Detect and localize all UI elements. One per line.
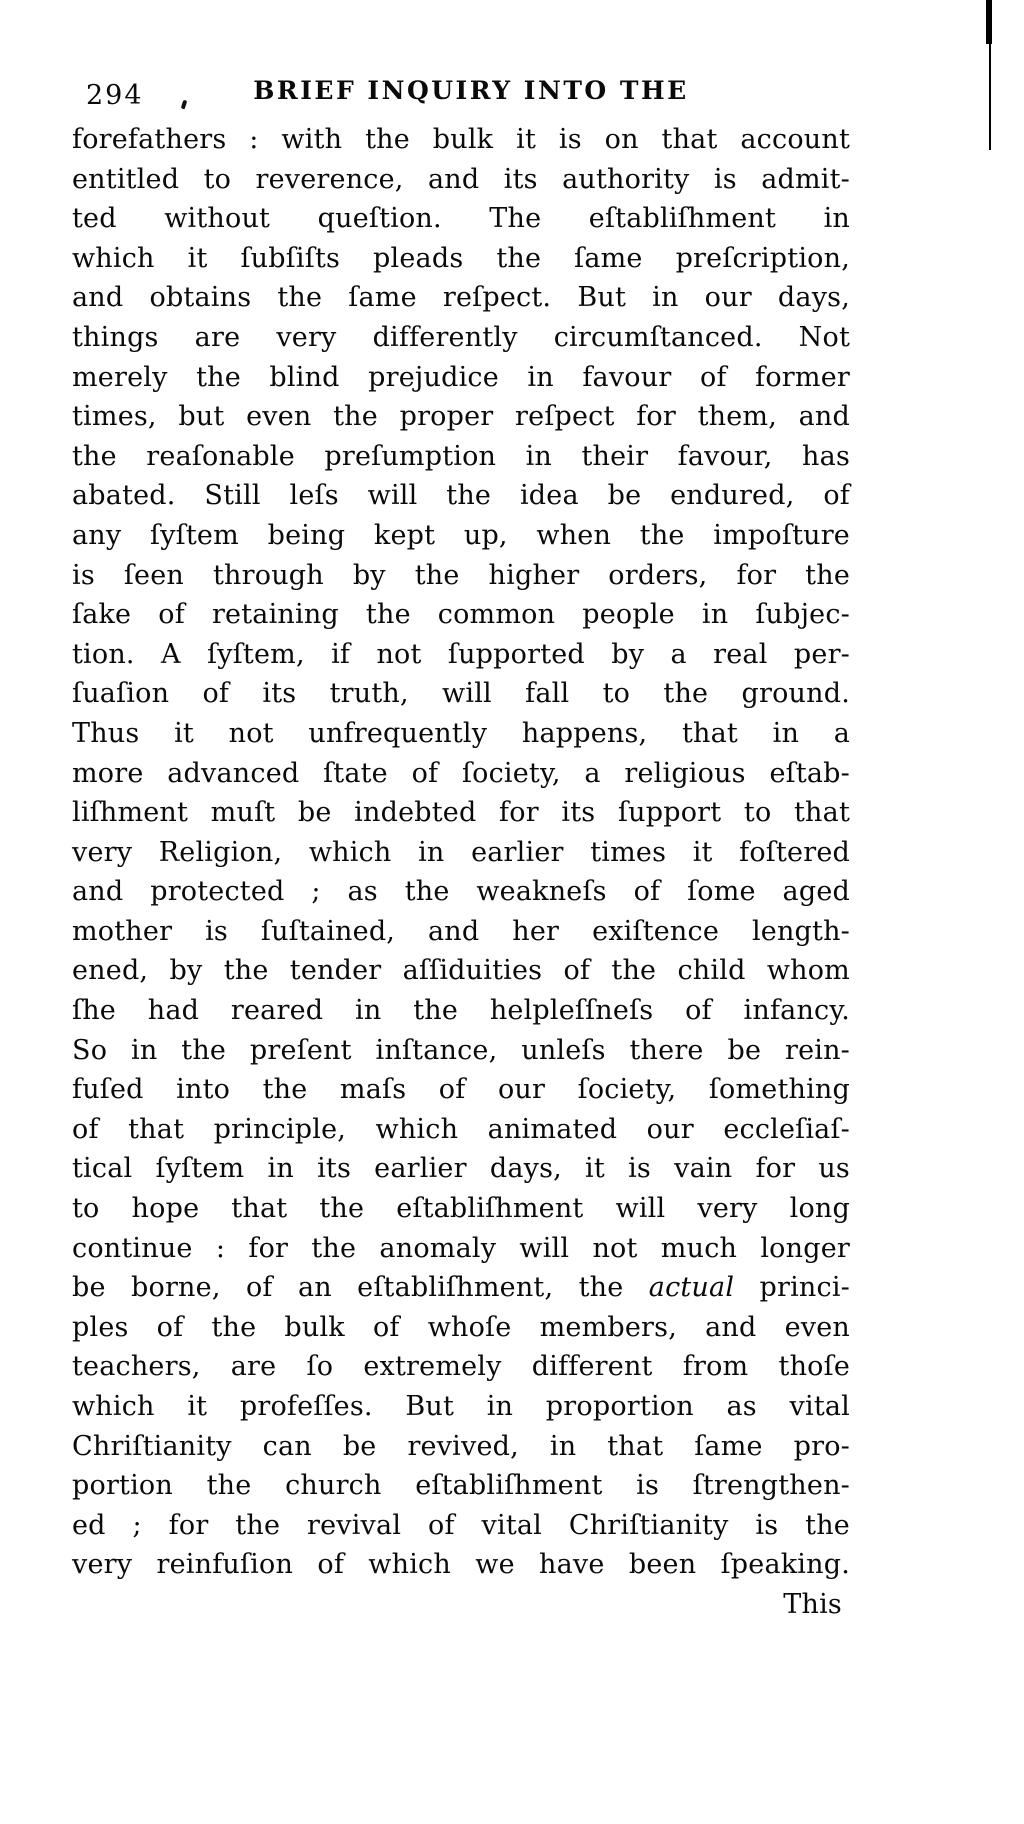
text-line: So in the preſent inſtance, unleſs there be rein- — [72, 1034, 850, 1066]
text-line — [72, 1268, 850, 1308]
text-segment: princi- — [734, 1272, 850, 1304]
text-line: ed ; for the revival of vital Chriſtianity is the — [72, 1509, 850, 1541]
text-line: teachers, are ſo extremely different from thoſe — [72, 1351, 850, 1383]
text-line: ſuaſion of its truth, will fall to the ground. — [72, 678, 850, 710]
text-line: abated. Still leſs will the idea be endured, of — [72, 480, 850, 512]
text-line: tical ſyſtem in its earlier days, it is vain for us — [72, 1153, 850, 1185]
text-line: Thus it not unfrequently happens, that in a — [72, 717, 850, 749]
text-line: continue : for the anomaly will not much longer — [72, 1232, 850, 1264]
text-line: ted without queſtion. The eſtabliſhment in — [72, 203, 850, 235]
body-text — [72, 120, 850, 1625]
text-line: ened, by the tender aſſiduities of the child whom — [72, 955, 850, 987]
text-line: things are very differently circumſtanced. Not — [72, 321, 850, 353]
text-line: fuſed into the maſs of our ſociety, ſomething — [72, 1074, 850, 1106]
text-line: forefathers : with the bulk it is on that account — [72, 124, 850, 155]
text-line: portion the church eſtabliſhment is ſtrengthen- — [72, 1470, 850, 1502]
text-line: very reinfuſion of which we have been ſpeaking. — [72, 1549, 850, 1581]
page-title: BRIEF INQUIRY INTO THE — [253, 76, 689, 105]
text-line: which it ſubſiſts pleads the ſame preſcription, — [72, 242, 850, 274]
italic-word: actual — [648, 1272, 735, 1304]
text-line: and obtains the ſame reſpect. But in our days, — [72, 282, 850, 314]
catchword: This — [783, 1588, 842, 1620]
text-line: any ſyſtem being kept up, when the impoſture — [72, 519, 850, 551]
text-line: is ſeen through by the higher orders, for the — [72, 559, 850, 591]
text-line: times, but even the proper reſpect for them, and — [72, 401, 850, 433]
text-line: liſhment muſt be indebted for its ſupport to that — [72, 797, 850, 829]
text-line: the reaſonable preſumption in their favour, has — [72, 440, 850, 472]
text-line: more advanced ſtate of ſociety, a religious eſtab- — [72, 757, 850, 789]
page-number: 294 — [86, 80, 144, 111]
running-header — [72, 74, 850, 116]
text-line: merely the blind prejudice in favour of former — [72, 361, 850, 393]
text-line: to hope that the eſtabliſhment will very long — [72, 1193, 850, 1225]
text-segment: be borne, of an eſtabliſhment, the — [72, 1272, 649, 1304]
text-line: mother is ſuſtained, and her exiſtence length- — [72, 915, 850, 947]
text-line: ſake of retaining the common people in ſubjec- — [72, 599, 850, 631]
text-line: tion. A ſyſtem, if not ſupported by a real per- — [72, 638, 850, 670]
text-line: which it profeſſes. But in proportion as vital — [72, 1391, 850, 1422]
scan-artifact-line — [989, 0, 991, 150]
text-line: and protected ; as the weakneſs of ſome aged — [72, 876, 850, 908]
text-line: ſhe had reared in the helpleſſneſs of infancy. — [72, 995, 850, 1027]
text-line: entitled to reverence, and its authority is admit- — [72, 163, 850, 195]
text-line: ples of the bulk of whoſe members, and even — [72, 1311, 850, 1343]
text-line: very Religion, which in earlier times it foſtered — [72, 836, 850, 868]
text-line: of that principle, which animated our eccleſiaſ- — [72, 1113, 850, 1145]
text-line: Chriſtianity can be revived, in that ſame pro- — [72, 1430, 850, 1462]
